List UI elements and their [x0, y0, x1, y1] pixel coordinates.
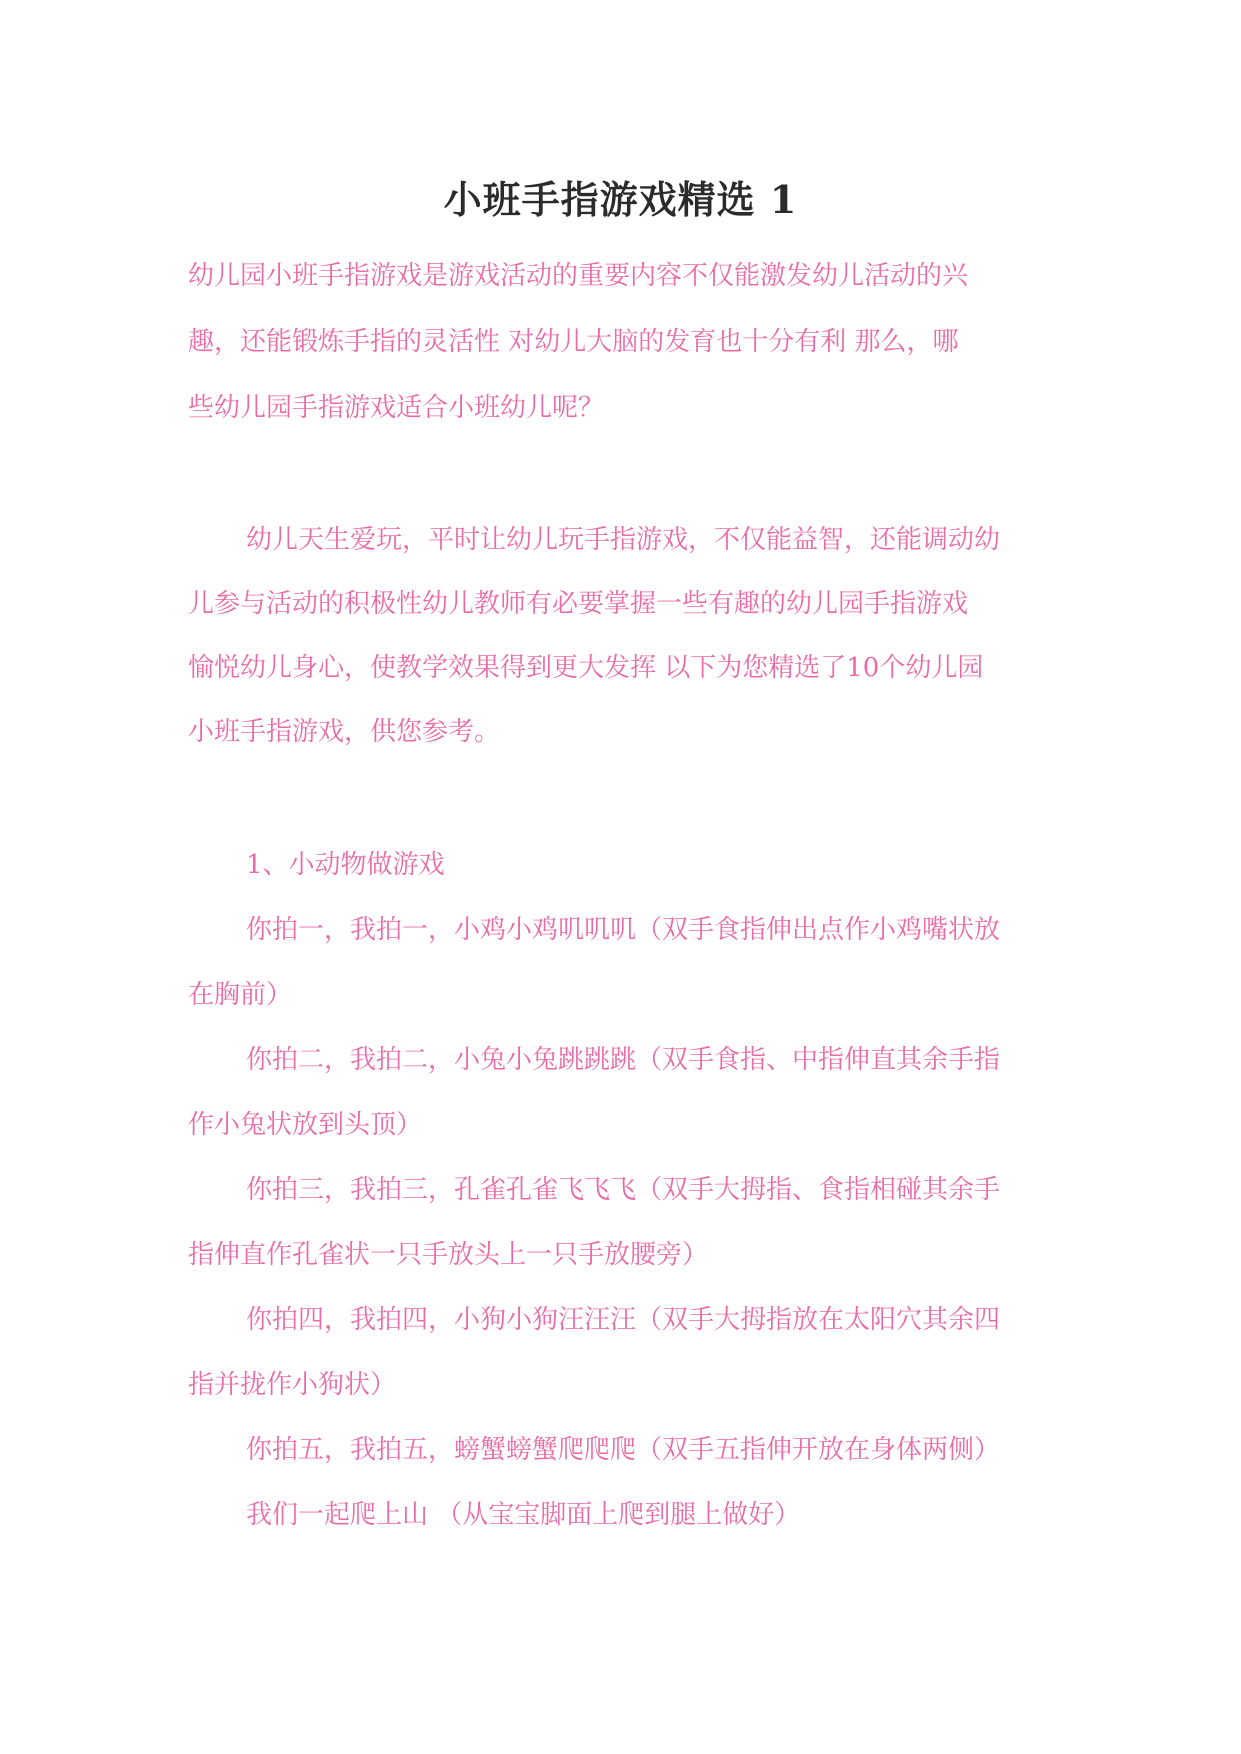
- section-line: 我们一起爬上山 （从宝宝脚面上爬到腿上做好）: [246, 1500, 801, 1530]
- document-title: 小班手指游戏精选 1: [443, 177, 798, 222]
- section-line: 你拍二，我拍二，小兔小兔跳跳跳（双手食指、中指伸直其余手指: [246, 1045, 1001, 1075]
- para2-line-3: 愉悦幼儿身心，使教学效果得到更大发挥 以下为您精选了10个幼儿园: [188, 653, 984, 683]
- section-line: 你拍四，我拍四，小狗小狗汪汪汪（双手大拇指放在太阳穴其余四: [246, 1305, 1001, 1335]
- para2-line-2: 儿参与活动的积极性幼儿教师有必要掌握一些有趣的幼儿园手指游戏: [188, 589, 969, 619]
- section-line: 你拍五，我拍五，螃蟹螃蟹爬爬爬（双手五指伸开放在身体两侧）: [246, 1435, 1001, 1465]
- intro-line-1: 幼儿园小班手指游戏是游戏活动的重要内容不仅能激发幼儿活动的兴: [188, 261, 969, 291]
- section-line: 在胸前）: [188, 980, 293, 1010]
- section-line: 你拍一，我拍一，小鸡小鸡叽叽叽（双手食指伸出点作小鸡嘴状放: [246, 915, 1001, 945]
- section-line: 指伸直作孔雀状一只手放头上一只手放腰旁）: [188, 1240, 709, 1270]
- para2-line-4: 小班手指游戏，供您参考。: [188, 717, 501, 747]
- section-line: 指并拢作小狗状）: [188, 1370, 397, 1400]
- section-heading: 1、小动物做游戏: [246, 850, 445, 880]
- section-line: 作小兔状放到头顶）: [188, 1110, 423, 1140]
- section-line: 你拍三，我拍三，孔雀孔雀飞飞飞（双手大拇指、食指相碰其余手: [246, 1175, 1001, 1205]
- para2-line-1: 幼儿天生爱玩，平时让幼儿玩手指游戏，不仅能益智，还能调动幼: [246, 525, 1001, 555]
- intro-line-3: 些幼儿园手指游戏适合小班幼儿呢？: [188, 393, 605, 423]
- intro-line-2: 趣，还能锻炼手指的灵活性 对幼儿大脑的发育也十分有利 那么，哪: [188, 327, 959, 357]
